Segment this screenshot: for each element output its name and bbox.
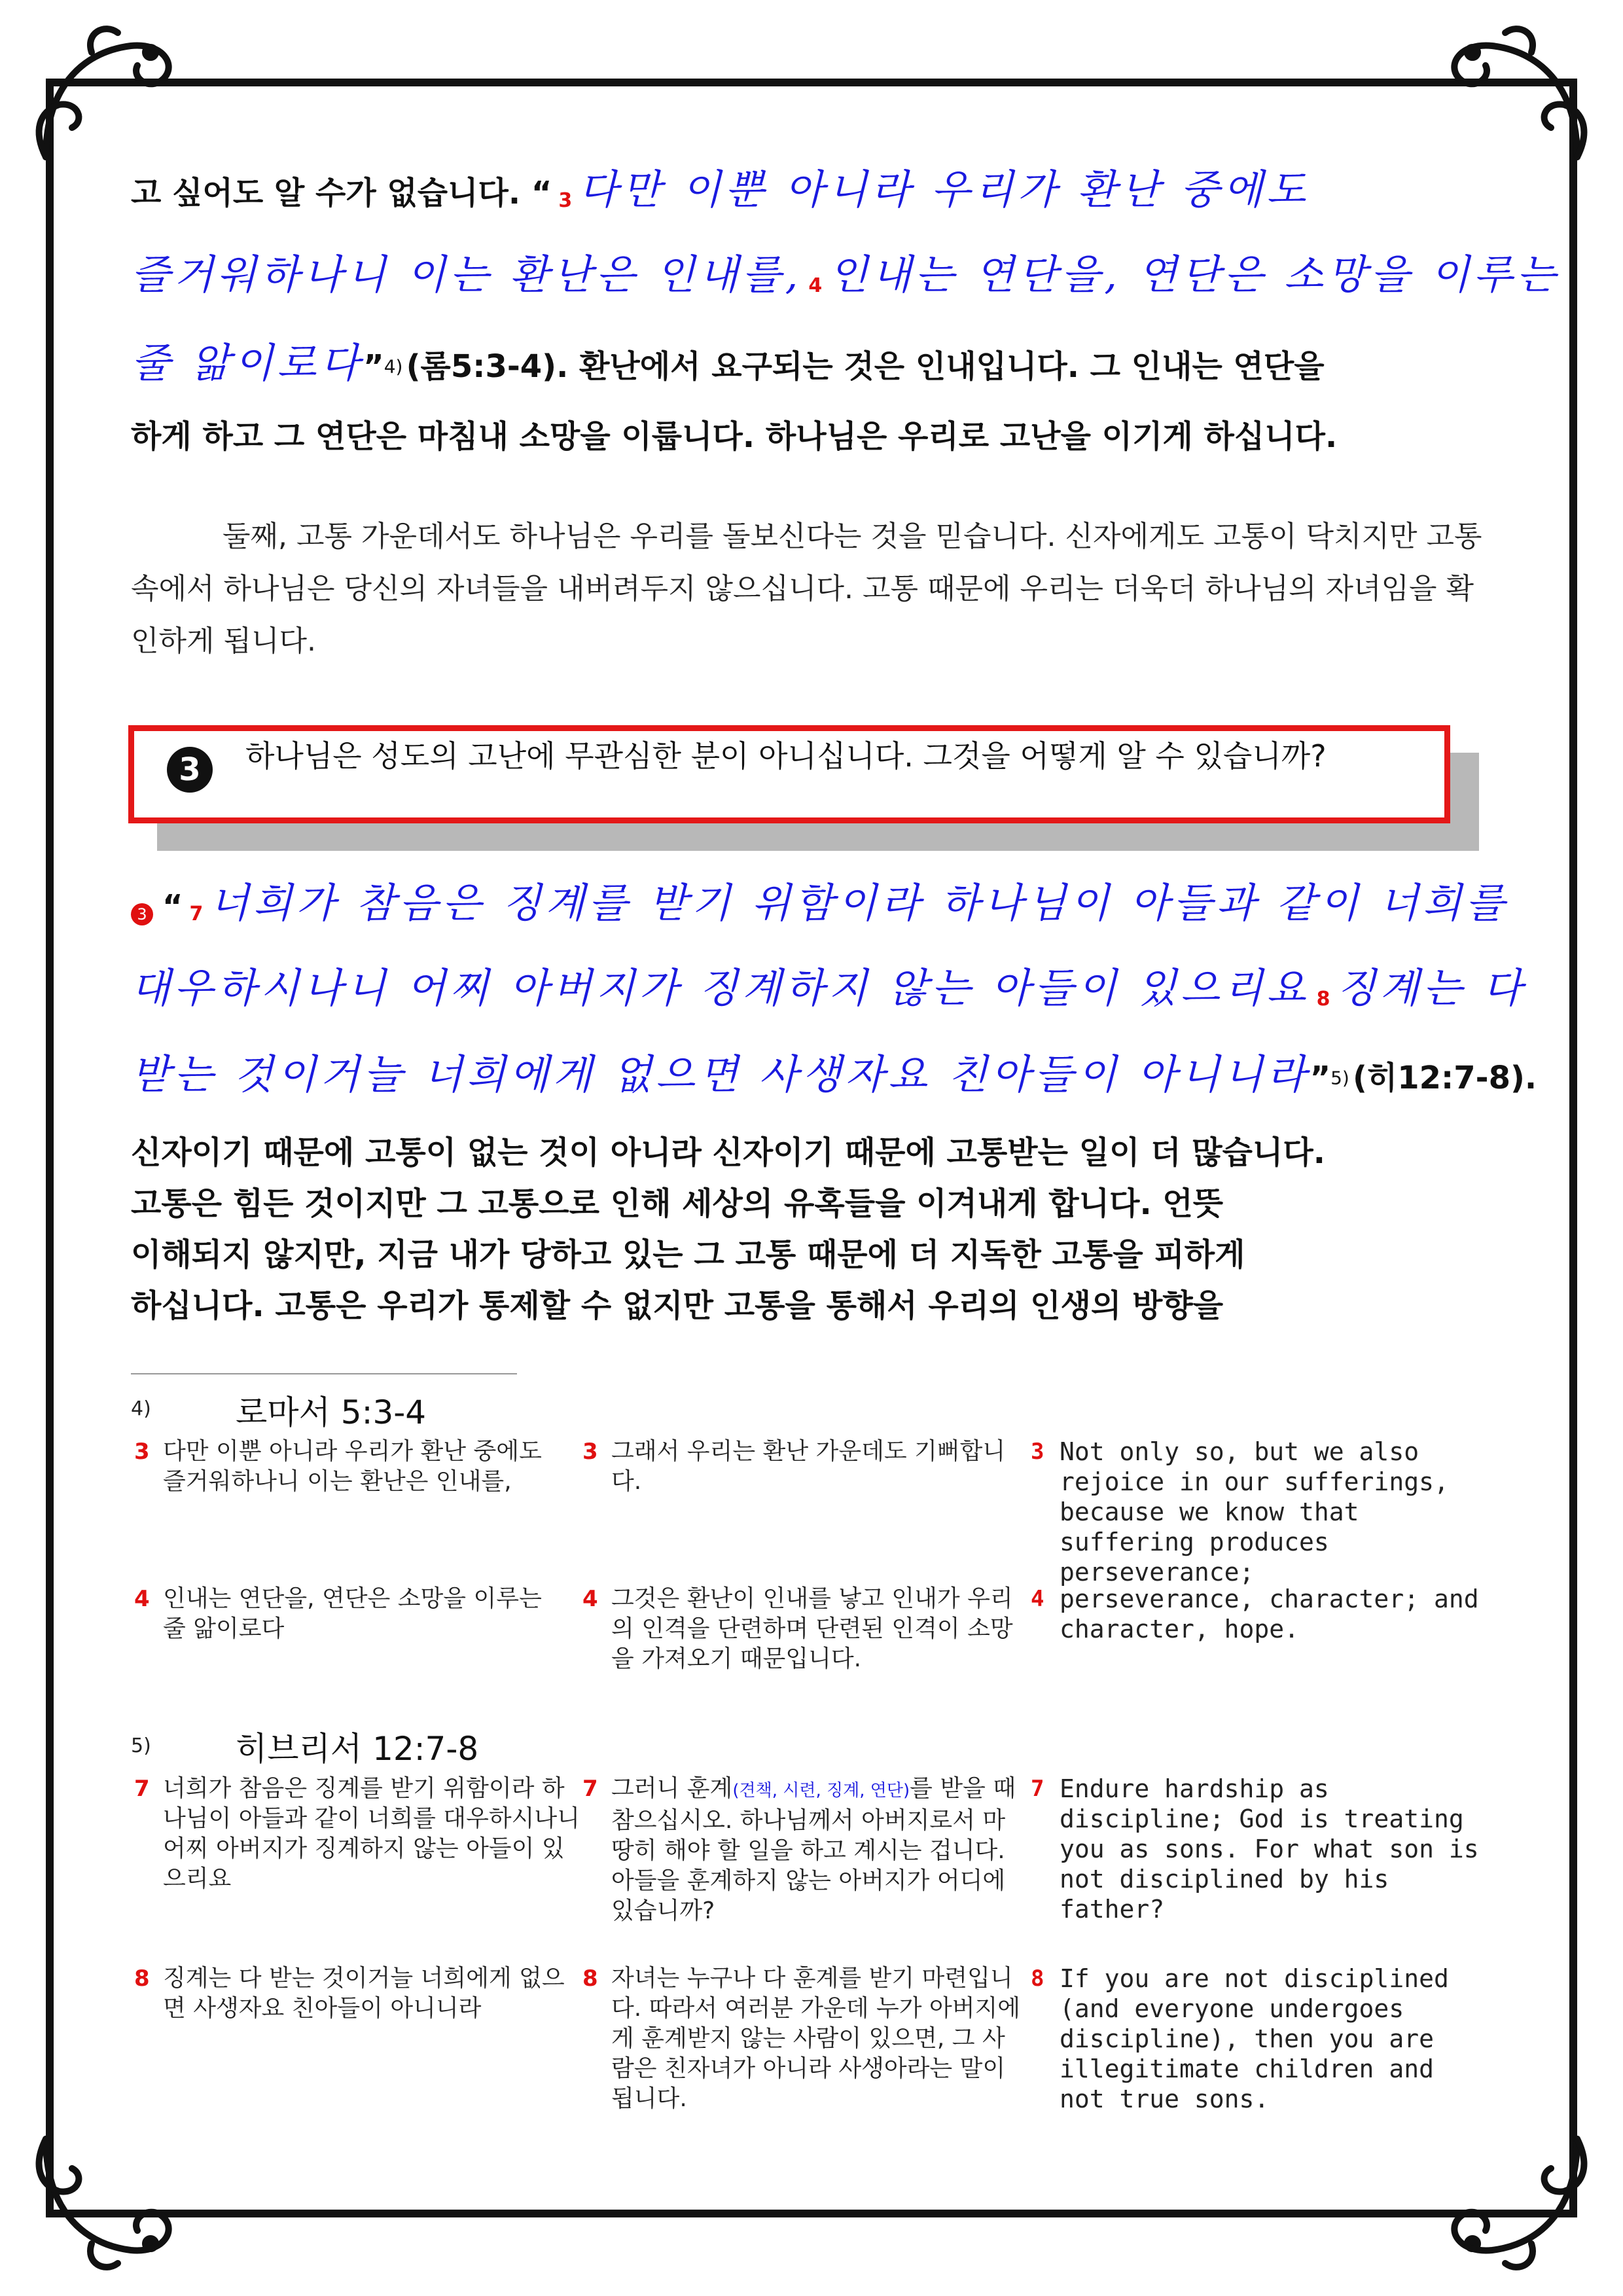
scripture-quote: 너희가 참음은 징계를 받기 위함이라 하나님이 아들과 같이 너희를: [209, 879, 1509, 927]
para1-line4: 하게 하고 그 연단은 마침내 소망을 이룹니다. 하나님은 우리로 고난을 이기게 하십니다.: [131, 418, 1338, 455]
para3-line7: 하십니다. 고통은 우리가 통제할 수 없지만 고통을 통해서 우리의 인생의 방향을: [131, 1287, 1224, 1324]
quote-open: “: [162, 888, 183, 925]
verse-text: 다만 이뿐 아니라 우리가 환난 중에도 즐거워하나니 이는 환난은 인내를,: [163, 1438, 542, 1495]
footnote-verse-krv: [134, 1437, 566, 1497]
verse-text: 그래서 우리는 환난 가운데도 기뻐합니다.: [611, 1438, 1006, 1495]
para3-line5: 고통은 힘든 것이지만 그 고통으로 인해 세상의 유혹들을 이겨내게 합니다. 언뜻: [131, 1185, 1224, 1222]
para3-line1: [131, 870, 1508, 929]
footnote-verse-modern: [582, 1964, 1027, 2114]
footnote-title: 히브리서 12:7-8: [236, 1730, 479, 1768]
verse-annotation: (견책, 시련, 징계, 연단): [732, 1781, 910, 1801]
verse-number: 7: [134, 1776, 150, 1802]
verse-number: 8: [1031, 1965, 1044, 1992]
verse-text: [582, 1774, 1027, 1926]
verse-text: 인내는 연단을, 연단은 소망을 이루는 줄 앎이로다: [163, 1585, 542, 1642]
para1-line1: [131, 157, 1310, 215]
scripture-quote: 즐거워하나니 이는 환난은 인내를,: [131, 251, 802, 298]
footnote-divider: [131, 1373, 517, 1374]
corner-ornament: [20, 2113, 190, 2283]
scripture-quote: 대우하시나니 어찌 아버지가 징계하지 않는 아들이 있으리요: [131, 964, 1310, 1012]
verse-text: 자녀는 누구나 다 훈계를 받기 마련입니다. 따라서 여러분 가운데 누가 아버지에게 훈계받지 않는 사람이 있으면, 그 사람은 친자녀가 아니라 사생아라는 말이 됩니다.: [611, 1965, 1021, 2112]
scripture-quote: 받는 것이거늘 너희에게 없으면 사생자요 친아들이 아니니라: [131, 1050, 1310, 1098]
para3-line6: 이해되지 않지만, 지금 내가 당하고 있는 그 고통 때문에 더 지독한 고통을 피하게: [131, 1236, 1245, 1273]
corner-ornament: [1433, 13, 1603, 183]
verse-number: 8: [1316, 988, 1330, 1011]
para1-line2: [131, 242, 1560, 300]
verse-number: 8: [582, 1965, 598, 1992]
question-number-icon: 3: [167, 747, 213, 793]
scripture-reference: (히12:7-8).: [1352, 1060, 1537, 1096]
verse-number: 7: [582, 1776, 598, 1802]
verse-text: Not only so, but we also rejoice in our sufferings, because we know that suffering produces perseverance;: [1060, 1437, 1449, 1587]
footnote-verse-krv: [134, 1774, 586, 1894]
footnote-verse-krv: [134, 1964, 586, 2024]
question-text: 하나님은 성도의 고난에 무관심한 분이 아니십니다. 그것을 어떻게 알 수 있습니까?: [245, 738, 1327, 774]
verse-number: 4: [134, 1586, 150, 1612]
verse-number: 3: [134, 1439, 150, 1465]
corner-ornament: [1433, 2113, 1603, 2283]
verse-number: 4: [582, 1586, 598, 1612]
verse-number: 3: [558, 189, 573, 212]
para2: 둘째, 고통 가운데서도 하나님은 우리를 돌보신다는 것을 믿습니다. 신자에게도 고통이 닥치지만 고통 속에서 하나님은 당신의 자녀들을 내버려두지 않으십니다. 고통 때문에 우리는 더욱더 하나님의 자녀임을 확인하게 됩니다.: [131, 520, 1482, 658]
quote-close: ”: [363, 348, 384, 385]
verse-text: Endure hardship as discipline; God is treating you as sons. For what son is not disciplined by his father?: [1060, 1774, 1479, 1924]
footnote-verse-modern: [582, 1584, 1027, 1674]
para3-line2: [131, 956, 1526, 1014]
verse-number: 4: [808, 274, 823, 297]
verse-text: 징계는 다 받는 것이거늘 너희에게 없으면 사생자요 친아들이 아니니라: [163, 1965, 565, 2022]
footnote-ref: 5): [1330, 1067, 1349, 1089]
verse-text: perseverance, character; and character, hope.: [1060, 1585, 1479, 1643]
verse-text-part: 를 받을 때 참으십시오. 하나님께서 아버지로서 마땅히 해야 할 일을 하고 계시는 겁니다. 아들을 훈계하지 않는 아버지가 어디에 있습니까?: [611, 1775, 1016, 1924]
verse-number: 4: [1031, 1586, 1044, 1612]
footnote-verse-modern: [582, 1774, 1027, 1926]
footnote-verse-english: [1031, 1964, 1489, 2114]
footnote-verse-english: [1031, 1584, 1489, 1644]
footnote-verse-modern: [582, 1437, 1027, 1497]
question-box: [128, 725, 1450, 823]
verse-number: 7: [189, 903, 204, 925]
scripture-quote: 인내는 연단을, 연단은 소망을 이루는: [829, 251, 1560, 298]
quote-close: ”: [1310, 1060, 1331, 1096]
verse-text-part: 그러니 훈계: [611, 1775, 733, 1802]
scripture-quote: 징계는 다: [1336, 964, 1526, 1012]
verse-text: 너희가 참음은 징계를 받기 위함이라 하나님이 아들과 같이 너희를 대우하시나니 어찌 아버지가 징계하지 않는 아들이 있으리요: [163, 1775, 580, 1892]
para1-text: 고 싶어도 알 수가 없습니다. “: [131, 175, 552, 211]
para3-line4: 신자이기 때문에 고통이 없는 것이 아니라 신자이기 때문에 고통받는 일이 더 많습니다.: [131, 1134, 1325, 1171]
para1-text: (롬5:3-4). 환난에서 요구되는 것은 인내입니다. 그 인내는 연단을: [406, 348, 1325, 385]
footnote-label: 5): [131, 1734, 151, 1757]
footnote-title: 로마서 5:3-4: [236, 1393, 427, 1431]
verse-number: 3: [582, 1439, 598, 1465]
footnote-ref: 4): [383, 355, 403, 378]
verse-number: 3: [1031, 1439, 1044, 1465]
verse-text: 그것은 환난이 인내를 낳고 인내가 우리의 인격을 단련하며 단련된 인격이 소망을 가져오기 때문입니다.: [611, 1585, 1013, 1672]
verse-text: If you are not disciplined (and everyone undergoes discipline), then you are illegitimate children and not true sons.: [1060, 1964, 1449, 2113]
footnote-verse-english: [1031, 1437, 1489, 1587]
para3-line3: [131, 1042, 1537, 1100]
answer-marker-icon: 3: [131, 903, 153, 925]
footnote-verse-english: [1031, 1774, 1489, 1924]
footnote-verse-krv: [134, 1584, 566, 1644]
verse-number: 8: [134, 1965, 150, 1992]
footnote-label: 4): [131, 1397, 151, 1420]
scripture-quote: 다만 이뿐 아니라 우리가 환난 중에도: [579, 166, 1310, 213]
scripture-quote: 줄 앎이로다: [131, 339, 364, 387]
verse-number: 7: [1031, 1776, 1044, 1802]
para1-line3: [131, 331, 1325, 389]
